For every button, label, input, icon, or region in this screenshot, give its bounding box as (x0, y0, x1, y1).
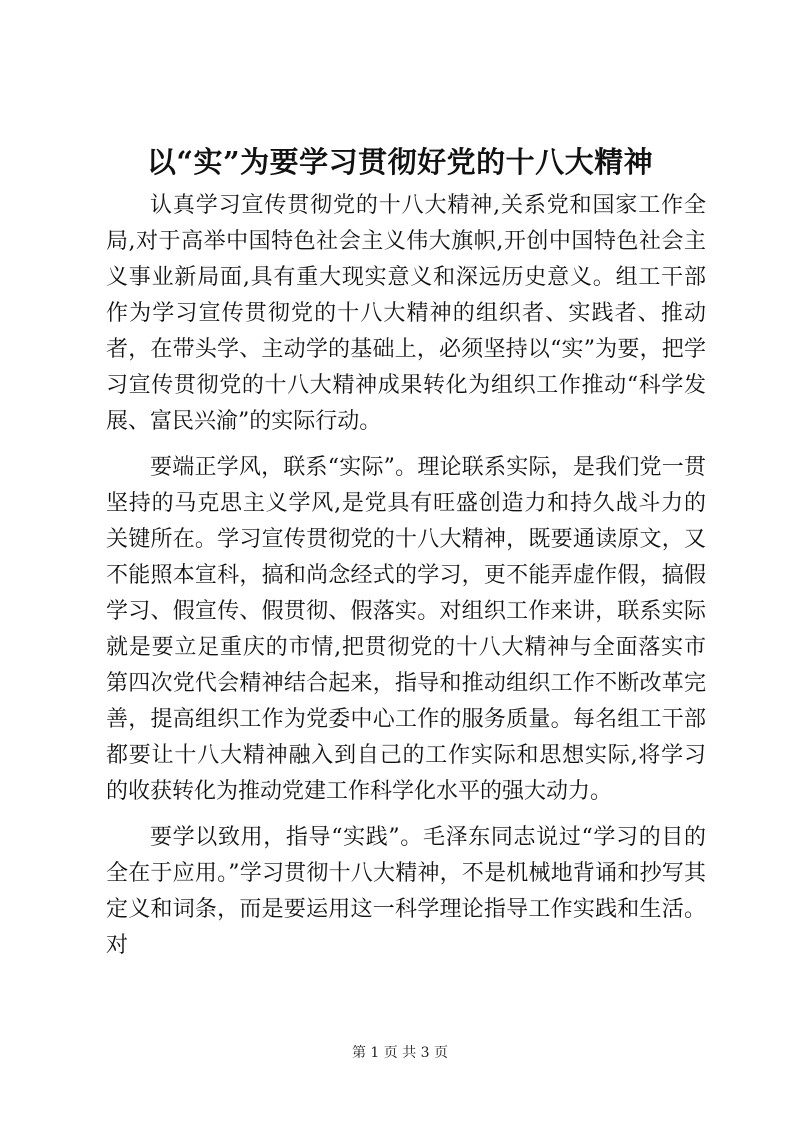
paragraph-3: 要学以致用，指导“实践”。毛泽东同志说过“学习的目的全在于应用。”学习贯彻十八大精神，不是机械地背诵和抄写其定义和词条，而是要运用这一科学理论指导工作实践和生活。对 (106, 825, 706, 958)
document-body (106, 188, 706, 964)
page-footer: 第 1 页 共 3 页 (351, 1045, 449, 1061)
document-title: 以“实”为要学习贯彻好党的十八大精神 (146, 145, 654, 179)
paragraph-2: 要端正学风，联系“实际”。理论联系实际，是我们党一贯坚持的马克思主义学风,是党具有旺盛创造力和持久战斗力的关键所在。学习宣传贯彻党的十八大精神，既要通读原文，又不能照本宣科，搞和尚念经式的学习，更不能弄虚作假，搞假学习、假宣传、假贯彻、假落实。对组织工作来讲，联系实际就是要立足重庆的市情,把贯彻党的十八大精神与全面落实市第四次党代会精神结合起来，指导和推动组织工作不断改革完善，提高组织工作为党委中心工作的服务质量。每名组工干部都要让十八大精神融入到自己的工作实际和思想实际,将学习的收获转化为推动党建工作科学化水平的强大动力。 (106, 455, 706, 804)
paragraph-1: 认真学习宣传贯彻党的十八大精神,关系党和国家工作全局,对于高举中国特色社会主义伟大旗帜,开创中国特色社会主义事业新局面,具有重大现实意义和深远历史意义。组工干部作为学习宣传贯彻党的十八大精神的组织者、实践者、推动者，在带头学、主动学的基础上，必须坚持以“实”为要，把学习宣传贯彻党的十八大精神成果转化为组织工作推动“科学发展、富民兴渝”的实际行动。 (106, 193, 706, 434)
